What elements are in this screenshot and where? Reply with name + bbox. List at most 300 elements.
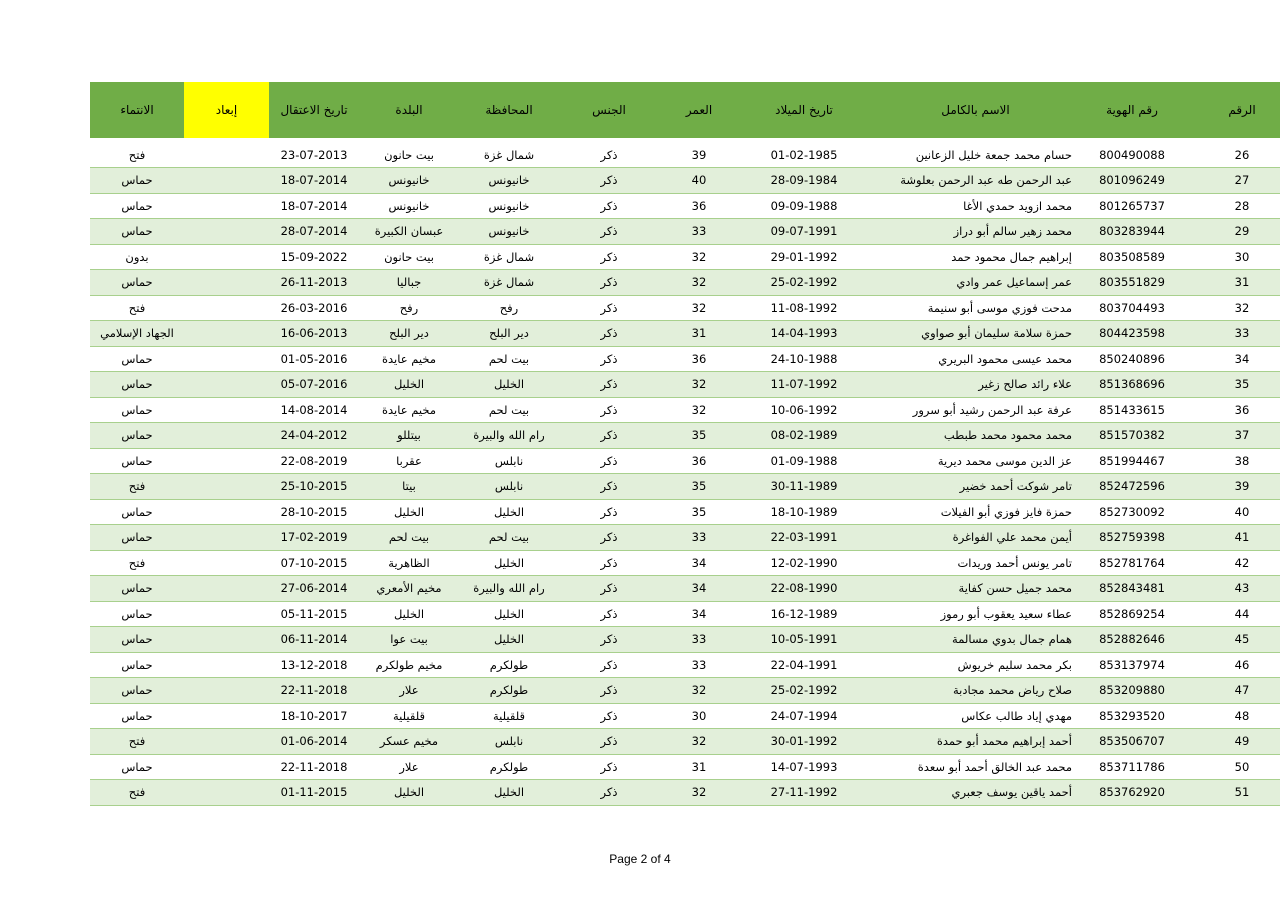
cell-gender: ذكر	[600, 453, 618, 468]
cell-gender: ذكر	[600, 606, 618, 621]
cell-num: 47	[1234, 683, 1250, 698]
cell-governorate: بيت لحم	[488, 402, 530, 417]
cell-governorate: طولكرم	[489, 657, 529, 672]
cell-deport	[184, 346, 269, 372]
cell-gender: ذكر	[600, 479, 618, 494]
header-arrest-date: تاريخ الاعتقال	[280, 103, 348, 117]
cell-gender: ذكر	[600, 173, 618, 188]
cell-name: تامر يونس أحمد وريدات	[957, 555, 1072, 570]
cell-affiliation: حماس	[121, 504, 153, 519]
cell-num: 43	[1234, 581, 1250, 596]
cell-id: 803508589	[1099, 249, 1165, 264]
cell-arrest-date: 05-07-2016	[280, 377, 348, 392]
cell-name: عطاء سعيد يعقوب أبو رموز	[940, 606, 1072, 621]
cell-governorate: الخليل	[493, 555, 525, 570]
cell-dob: 10-06-1992	[770, 402, 838, 417]
cell-dob: 25-02-1992	[770, 683, 838, 698]
cell-town: جباليا	[396, 275, 422, 290]
prisoners-table-container	[90, 82, 1256, 806]
cell-deport	[184, 295, 269, 321]
cell-arrest-date: 14-08-2014	[280, 402, 348, 417]
cell-town: بيتا	[402, 479, 416, 494]
cell-name: محمد عيسى محمود البريري	[938, 351, 1072, 366]
cell-id: 853209880	[1099, 683, 1165, 698]
cell-dob: 29-01-1992	[770, 249, 838, 264]
cell-id: 803283944	[1099, 224, 1165, 239]
cell-num: 44	[1234, 606, 1250, 621]
cell-num: 38	[1234, 453, 1250, 468]
cell-affiliation: بدون	[125, 249, 149, 264]
cell-deport	[184, 499, 269, 525]
table-row	[90, 397, 1280, 423]
cell-num: 41	[1234, 530, 1250, 545]
cell-arrest-date: 26-11-2013	[280, 275, 348, 290]
cell-dob: 09-09-1988	[770, 198, 838, 213]
cell-deport	[184, 448, 269, 474]
cell-affiliation: حماس	[121, 530, 153, 545]
cell-gender: ذكر	[600, 683, 618, 698]
table-row	[90, 168, 1280, 194]
cell-governorate: نابلس	[494, 479, 524, 494]
cell-num: 32	[1234, 300, 1250, 315]
cell-town: مخيم عسكر	[379, 734, 439, 749]
table-row	[90, 193, 1280, 219]
cell-name: حسام محمد جمعة خليل الزعانين	[915, 147, 1072, 162]
cell-deport	[184, 525, 269, 551]
cell-town: بيت حانون	[384, 147, 434, 162]
cell-town: قلقيلية	[392, 708, 426, 723]
cell-town: خانيونس	[388, 198, 430, 213]
cell-age: 32	[691, 402, 707, 417]
cell-id: 800490088	[1099, 147, 1165, 162]
cell-age: 32	[691, 249, 707, 264]
table-row	[90, 525, 1280, 551]
cell-affiliation: حماس	[121, 632, 153, 647]
table-row	[90, 678, 1280, 704]
cell-num: 26	[1234, 147, 1250, 162]
cell-deport	[184, 193, 269, 219]
cell-name: بكر محمد سليم خريوش	[957, 657, 1072, 672]
cell-gender: ذكر	[600, 224, 618, 239]
header-age: العمر	[685, 103, 713, 117]
cell-town: مخيم طولكرم	[375, 657, 443, 672]
cell-arrest-date: 01-05-2016	[280, 351, 348, 366]
cell-age: 32	[691, 734, 707, 749]
cell-affiliation: فتح	[128, 300, 146, 315]
cell-dob: 14-04-1993	[770, 326, 838, 341]
cell-num: 28	[1234, 198, 1250, 213]
cell-governorate: الخليل	[493, 632, 525, 647]
cell-name: عمر إسماعيل عمر وادي	[956, 275, 1072, 290]
cell-gender: ذكر	[600, 275, 618, 290]
table-row	[90, 499, 1280, 525]
table-row	[90, 627, 1280, 653]
cell-name: عرفة عبد الرحمن رشيد أبو سرور	[912, 402, 1072, 417]
cell-dob: 22-08-1990	[770, 581, 838, 596]
cell-town: بيت حانون	[384, 249, 434, 264]
cell-dob: 08-02-1989	[770, 428, 838, 443]
cell-deport	[184, 550, 269, 576]
cell-governorate: طولكرم	[489, 759, 529, 774]
cell-id: 851433615	[1099, 402, 1165, 417]
cell-id: 852843481	[1099, 581, 1165, 596]
cell-dob: 28-09-1984	[770, 173, 838, 188]
cell-id: 803704493	[1099, 300, 1165, 315]
cell-name: محمد جميل حسن كفاية	[958, 581, 1072, 596]
cell-name: علاء رائد صالح زغير	[978, 377, 1072, 392]
cell-age: 34	[691, 606, 707, 621]
cell-id: 851994467	[1099, 453, 1165, 468]
header-deport: إبعاد	[184, 82, 269, 138]
cell-affiliation: حماس	[121, 173, 153, 188]
cell-gender: ذكر	[600, 657, 618, 672]
cell-age: 32	[691, 300, 707, 315]
cell-governorate: شمال غزة	[483, 147, 535, 162]
cell-name: مهدي إياد طالب عكاس	[961, 708, 1072, 723]
cell-affiliation: حماس	[121, 377, 153, 392]
cell-dob: 25-02-1992	[770, 275, 838, 290]
cell-gender: ذكر	[600, 147, 618, 162]
cell-dob: 16-12-1989	[770, 606, 838, 621]
cell-town: الظاهرية	[388, 555, 430, 570]
cell-dob: 12-02-1990	[770, 555, 838, 570]
cell-name: عز الدين موسى محمد ديرية	[937, 453, 1072, 468]
cell-governorate: دير البلح	[489, 326, 529, 341]
cell-governorate: نابلس	[494, 453, 524, 468]
cell-age: 40	[691, 173, 707, 188]
cell-age: 32	[691, 785, 707, 800]
cell-affiliation: حماس	[121, 759, 153, 774]
cell-num: 29	[1234, 224, 1250, 239]
page-footer: Page 2 of 4	[609, 852, 671, 866]
cell-affiliation: حماس	[121, 657, 153, 672]
header-dob: تاريخ الميلاد	[775, 103, 833, 117]
cell-name: حمزة سلامة سليمان أبو صواوي	[921, 326, 1072, 341]
header-id: رقم الهوية	[1106, 103, 1158, 117]
cell-governorate: طولكرم	[489, 683, 529, 698]
cell-deport	[184, 372, 269, 398]
cell-affiliation: حماس	[121, 224, 153, 239]
cell-name: أحمد إبراهيم محمد أبو حمدة	[936, 734, 1072, 749]
cell-gender: ذكر	[600, 785, 618, 800]
cell-town: الخليل	[393, 606, 425, 621]
cell-affiliation: فتح	[128, 785, 146, 800]
cell-governorate: خانيونس	[488, 198, 530, 213]
cell-gender: ذكر	[600, 708, 618, 723]
cell-arrest-date: 27-06-2014	[280, 581, 348, 596]
cell-dob: 10-05-1991	[770, 632, 838, 647]
cell-arrest-date: 13-12-2018	[280, 657, 348, 672]
cell-id: 850240896	[1099, 351, 1165, 366]
cell-governorate: بيت لحم	[488, 351, 530, 366]
cell-id: 852472596	[1099, 479, 1165, 494]
cell-arrest-date: 28-07-2014	[280, 224, 348, 239]
cell-deport	[184, 168, 269, 194]
cell-affiliation: فتح	[128, 479, 146, 494]
cell-arrest-date: 05-11-2015	[280, 606, 348, 621]
table-row	[90, 576, 1280, 602]
cell-affiliation: فتح	[128, 555, 146, 570]
cell-age: 31	[691, 326, 707, 341]
table-row	[90, 652, 1280, 678]
cell-deport	[184, 576, 269, 602]
cell-id: 852869254	[1099, 606, 1165, 621]
table-row	[90, 270, 1280, 296]
cell-arrest-date: 17-02-2019	[280, 530, 348, 545]
cell-arrest-date: 18-10-2017	[280, 708, 348, 723]
cell-affiliation: حماس	[121, 275, 153, 290]
cell-num: 48	[1234, 708, 1250, 723]
cell-id: 852882646	[1099, 632, 1165, 647]
cell-gender: ذكر	[600, 504, 618, 519]
table-row	[90, 423, 1280, 449]
cell-deport	[184, 780, 269, 806]
table-row	[90, 550, 1280, 576]
cell-num: 30	[1234, 249, 1250, 264]
cell-age: 35	[691, 428, 707, 443]
cell-gender: ذكر	[600, 759, 618, 774]
cell-num: 35	[1234, 377, 1250, 392]
cell-deport	[184, 219, 269, 245]
cell-num: 34	[1234, 351, 1250, 366]
table-row	[90, 219, 1280, 245]
cell-governorate: قلقيلية	[492, 708, 526, 723]
cell-arrest-date: 01-06-2014	[280, 734, 348, 749]
cell-dob: 18-10-1989	[770, 504, 838, 519]
cell-arrest-date: 06-11-2014	[280, 632, 348, 647]
cell-name: إبراهيم جمال محمود حمد	[951, 249, 1072, 264]
cell-num: 37	[1234, 428, 1250, 443]
cell-age: 35	[691, 504, 707, 519]
cell-name: همام جمال بدوي مسالمة	[952, 632, 1072, 647]
cell-arrest-date: 25-10-2015	[280, 479, 348, 494]
cell-id: 803551829	[1099, 275, 1165, 290]
cell-id: 852730092	[1099, 504, 1165, 519]
table-body	[90, 142, 1280, 805]
cell-affiliation: حماس	[121, 402, 153, 417]
cell-age: 36	[691, 351, 707, 366]
cell-name: أحمد ياقين يوسف جعبري	[951, 785, 1072, 800]
header-gender: الجنس	[592, 103, 626, 117]
cell-arrest-date: 18-07-2014	[280, 173, 348, 188]
prisoners-table	[90, 82, 1280, 806]
cell-dob: 22-03-1991	[770, 530, 838, 545]
table-row	[90, 448, 1280, 474]
cell-deport	[184, 627, 269, 653]
cell-name: محمد محمود محمد طبطب	[943, 428, 1072, 443]
cell-arrest-date: 07-10-2015	[280, 555, 348, 570]
cell-arrest-date: 16-06-2013	[280, 326, 348, 341]
table-row	[90, 295, 1280, 321]
cell-affiliation: حماس	[121, 351, 153, 366]
table-row	[90, 474, 1280, 500]
cell-affiliation: حماس	[121, 453, 153, 468]
cell-arrest-date: 22-11-2018	[280, 759, 348, 774]
cell-num: 33	[1234, 326, 1250, 341]
cell-num: 39	[1234, 479, 1250, 494]
cell-affiliation: حماس	[121, 708, 153, 723]
cell-governorate: خانيونس	[488, 224, 530, 239]
cell-dob: 27-11-1992	[770, 785, 838, 800]
cell-num: 40	[1234, 504, 1250, 519]
cell-deport	[184, 397, 269, 423]
cell-age: 32	[691, 683, 707, 698]
cell-arrest-date: 01-11-2015	[280, 785, 348, 800]
table-row	[90, 780, 1280, 806]
cell-town: عقربا	[396, 453, 422, 468]
cell-name: حمزة فايز فوزي أبو الفيلات	[940, 504, 1072, 519]
cell-id: 852759398	[1099, 530, 1165, 545]
cell-name: محمد عبد الخالق أحمد أبو سعدة	[917, 759, 1072, 774]
cell-governorate: رفح	[499, 300, 519, 315]
cell-dob: 01-09-1988	[770, 453, 838, 468]
cell-id: 852781764	[1099, 555, 1165, 570]
cell-town: مخيم عايدة	[382, 402, 436, 417]
table-row	[90, 754, 1280, 780]
cell-gender: ذكر	[600, 326, 618, 341]
cell-id: 801265737	[1099, 198, 1165, 213]
cell-dob: 22-04-1991	[770, 657, 838, 672]
header-governorate: المحافظة	[485, 103, 533, 117]
cell-deport	[184, 270, 269, 296]
cell-dob: 30-01-1992	[770, 734, 838, 749]
cell-age: 33	[691, 657, 707, 672]
cell-dob: 11-08-1992	[770, 300, 838, 315]
table-row	[90, 244, 1280, 270]
cell-age: 33	[691, 632, 707, 647]
cell-age: 32	[691, 377, 707, 392]
cell-town: دير البلح	[389, 326, 429, 341]
cell-gender: ذكر	[600, 300, 618, 315]
cell-governorate: نابلس	[494, 734, 524, 749]
cell-town: بيت لحم	[388, 530, 430, 545]
cell-deport	[184, 754, 269, 780]
cell-governorate: الخليل	[493, 504, 525, 519]
cell-deport	[184, 729, 269, 755]
cell-affiliation: حماس	[121, 428, 153, 443]
cell-age: 30	[691, 708, 707, 723]
cell-governorate: رام الله والبيرة	[473, 428, 545, 443]
cell-dob: 11-07-1992	[770, 377, 838, 392]
cell-town: مخيم عايدة	[382, 351, 436, 366]
cell-arrest-date: 26-03-2016	[280, 300, 348, 315]
cell-arrest-date: 23-07-2013	[280, 147, 348, 162]
cell-gender: ذكر	[600, 581, 618, 596]
cell-affiliation: حماس	[121, 683, 153, 698]
cell-dob: 01-02-1985	[770, 147, 838, 162]
cell-age: 33	[691, 224, 707, 239]
cell-governorate: خانيونس	[488, 173, 530, 188]
cell-arrest-date: 22-11-2018	[280, 683, 348, 698]
table-row	[90, 729, 1280, 755]
cell-age: 36	[691, 198, 707, 213]
cell-town: علار	[399, 759, 419, 774]
cell-age: 33	[691, 530, 707, 545]
cell-arrest-date: 18-07-2014	[280, 198, 348, 213]
cell-id: 853762920	[1099, 785, 1165, 800]
cell-governorate: بيت لحم	[488, 530, 530, 545]
cell-gender: ذكر	[600, 198, 618, 213]
cell-dob: 24-10-1988	[770, 351, 838, 366]
cell-age: 34	[691, 581, 707, 596]
cell-affiliation: حماس	[121, 581, 153, 596]
cell-age: 34	[691, 555, 707, 570]
cell-num: 51	[1234, 785, 1250, 800]
table-row	[90, 372, 1280, 398]
cell-affiliation: حماس	[121, 606, 153, 621]
cell-affiliation: فتح	[128, 147, 146, 162]
cell-deport	[184, 321, 269, 347]
cell-deport	[184, 423, 269, 449]
cell-gender: ذكر	[600, 530, 618, 545]
cell-id: 853293520	[1099, 708, 1165, 723]
cell-gender: ذكر	[600, 377, 618, 392]
cell-id: 801096249	[1099, 173, 1165, 188]
header-affiliation: الانتماء	[120, 103, 154, 117]
cell-town: بيت عوا	[390, 632, 428, 647]
cell-dob: 24-07-1994	[770, 708, 838, 723]
cell-gender: ذكر	[600, 555, 618, 570]
cell-id: 853506707	[1099, 734, 1165, 749]
cell-deport	[184, 652, 269, 678]
cell-deport	[184, 474, 269, 500]
cell-age: 36	[691, 453, 707, 468]
cell-dob: 30-11-1989	[770, 479, 838, 494]
cell-deport	[184, 601, 269, 627]
cell-name: عبد الرحمن طه عبد الرحمن بعلوشة	[900, 173, 1072, 188]
table-row	[90, 321, 1280, 347]
cell-gender: ذكر	[600, 351, 618, 366]
cell-id: 804423598	[1099, 326, 1165, 341]
cell-arrest-date: 15-09-2022	[280, 249, 348, 264]
cell-age: 39	[691, 147, 707, 162]
cell-arrest-date: 22-08-2019	[280, 453, 348, 468]
cell-deport	[184, 142, 269, 168]
cell-town: مخيم الأمعري	[376, 581, 442, 596]
cell-dob: 09-07-1991	[770, 224, 838, 239]
cell-age: 31	[691, 759, 707, 774]
table-header-row	[90, 82, 1280, 138]
cell-governorate: الخليل	[493, 785, 525, 800]
cell-name: أيمن محمد علي الفواغرة	[952, 530, 1072, 545]
cell-governorate: الخليل	[493, 606, 525, 621]
cell-num: 45	[1234, 632, 1250, 647]
table-row	[90, 703, 1280, 729]
cell-town: رفح	[399, 300, 419, 315]
cell-age: 32	[691, 275, 707, 290]
cell-affiliation: فتح	[128, 734, 146, 749]
cell-id: 853137974	[1099, 657, 1165, 672]
cell-name: محمد زهير سالم أبو دراز	[953, 224, 1072, 239]
cell-gender: ذكر	[600, 428, 618, 443]
header-town: البلدة	[395, 103, 423, 117]
cell-town: الخليل	[393, 785, 425, 800]
cell-town: علار	[399, 683, 419, 698]
header-num: الرقم	[1228, 103, 1256, 117]
cell-num: 31	[1234, 275, 1250, 290]
cell-num: 46	[1234, 657, 1250, 672]
cell-arrest-date: 24-04-2012	[280, 428, 348, 443]
header-name: الاسم بالكامل	[941, 103, 1010, 117]
cell-num: 36	[1234, 402, 1250, 417]
cell-name: مدحت فوزي موسى أبو سنيمة	[927, 300, 1072, 315]
table-row	[90, 142, 1280, 168]
cell-governorate: شمال غزة	[483, 275, 535, 290]
cell-deport	[184, 703, 269, 729]
cell-name: محمد ازويد حمدي الأغا	[963, 198, 1072, 213]
cell-town: بيتللو	[397, 428, 421, 443]
cell-gender: ذكر	[600, 402, 618, 417]
